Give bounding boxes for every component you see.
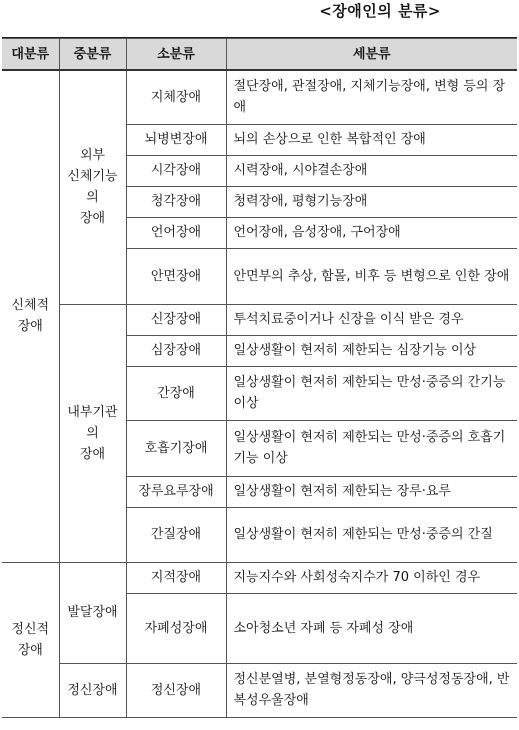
minor-cell: 언어장애 [126,217,226,248]
detail-cell: 소아청소년 자폐 등 자폐성 장애 [226,593,517,663]
header-major: 대분류 [2,39,59,71]
major-mental-label: 정신적 장애 [11,621,50,658]
minor-cell: 신장장애 [126,304,226,335]
table-row [2,562,517,593]
page-title: <장애인의 분류> [319,2,441,20]
detail-cell: 일상생활이 현저히 제한되는 만성·중증의 간기능 이상 [226,366,517,420]
minor-cell: 호흡기장애 [126,420,226,476]
detail-cell: 청력장애, 평형기능장애 [226,186,517,217]
detail-cell: 정신분열병, 분열형정동장애, 양극성정동장애, 반복성우울장애 [226,663,517,717]
middle-external-label: 외부 신체기능의 장애 [67,148,118,227]
detail-cell: 지능지수와 사회성숙지수가 70 이하인 경우 [226,562,517,593]
table-row [2,70,517,124]
middle-internal [59,304,126,562]
minor-cell: 간장애 [126,366,226,420]
middle-internal-label: 내부기관의 장애 [67,404,118,462]
detail-cell: 일상생활이 현저히 제한되는 만성·중증의 간질 [226,507,517,562]
detail-cell: 일상생활이 현저히 제한되는 장루·요루 [226,476,517,507]
major-physical-label: 신체적 장애 [11,298,50,335]
major-mental [2,562,59,717]
major-physical [2,70,59,562]
minor-cell: 청각장애 [126,186,226,217]
minor-cell: 지적장애 [126,562,226,593]
detail-cell: 투석치료중이거나 신장을 이식 받은 경우 [226,304,517,335]
detail-cell: 절단장애, 관절장애, 지체기능장애, 변형 등의 장애 [226,70,517,124]
detail-cell: 뇌의 손상으로 인한 복합적인 장애 [226,124,517,155]
minor-cell: 간질장애 [126,507,226,562]
minor-cell: 자폐성장애 [126,593,226,663]
minor-cell: 시각장애 [126,155,226,186]
detail-cell: 일상생활이 현저히 제한되는 심장기능 이상 [226,335,517,366]
disability-classification-table [2,38,517,718]
header-detail: 세분류 [226,39,517,71]
detail-cell: 안면부의 추상, 함몰, 비후 등 변형으로 인한 장애 [226,248,517,304]
minor-cell: 뇌병변장애 [126,124,226,155]
table-row [2,663,517,717]
detail-cell: 시력장애, 시야결손장애 [226,155,517,186]
minor-cell: 지체장애 [126,70,226,124]
minor-cell: 심장장애 [126,335,226,366]
middle-external [59,70,126,304]
minor-cell: 정신장애 [126,663,226,717]
minor-cell: 장루요루장애 [126,476,226,507]
detail-cell: 언어장애, 음성장애, 구어장애 [226,217,517,248]
table-row [2,304,517,335]
header-middle: 중분류 [59,39,126,71]
header-row [2,39,517,71]
header-minor: 소분류 [126,39,226,71]
minor-cell: 안면장애 [126,248,226,304]
detail-cell: 일상생활이 현저히 제한되는 만성·중증의 호흡기기능 이상 [226,420,517,476]
middle-mental: 정신장애 [59,663,126,717]
middle-developmental: 발달장애 [59,562,126,663]
